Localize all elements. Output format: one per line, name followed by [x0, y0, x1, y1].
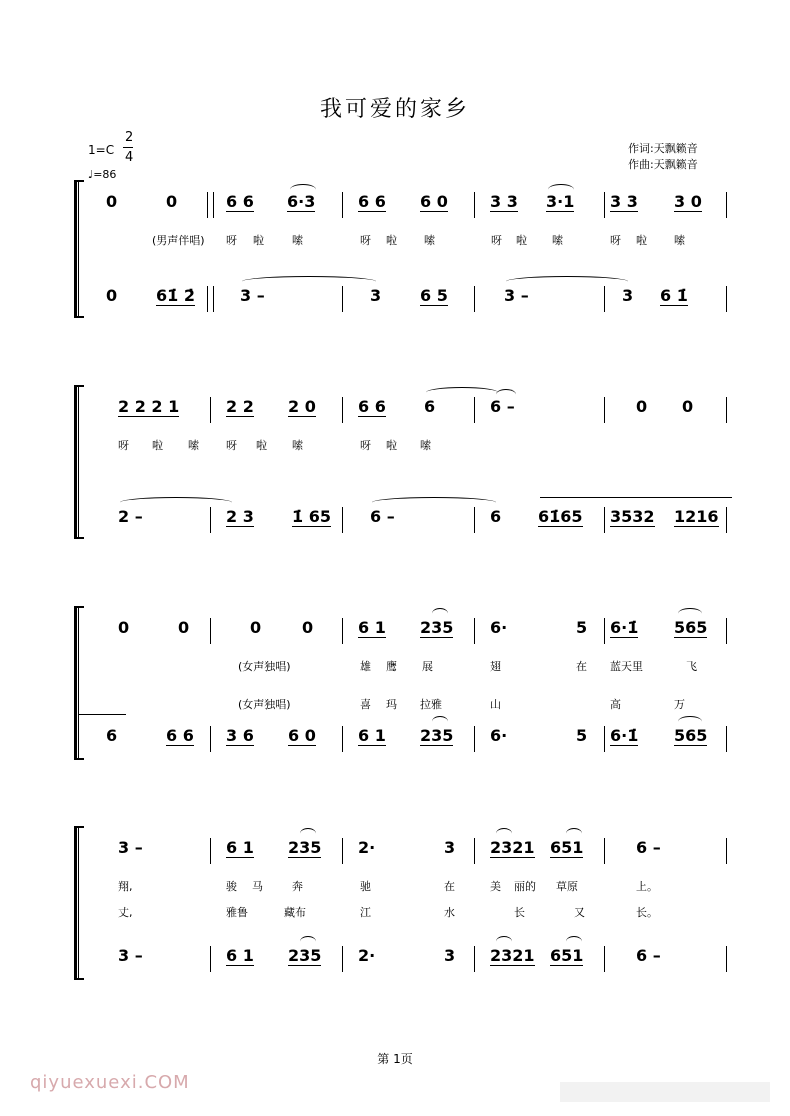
footer-shade	[560, 1082, 770, 1102]
note: 6 0	[288, 726, 316, 745]
note: 6 0	[420, 192, 448, 211]
note: 6·	[490, 618, 508, 637]
note: 0	[106, 192, 118, 211]
note: 0	[166, 192, 178, 211]
note: 651	[550, 946, 584, 965]
note: 6 1	[226, 838, 254, 857]
note: 2321	[490, 946, 535, 965]
composer-credit: 作曲:天飘籁音	[628, 158, 698, 171]
note: 5	[576, 618, 588, 637]
lyricist-credit: 作词:天飘籁音	[628, 142, 698, 155]
time-signature-top: 2	[125, 130, 134, 145]
time-signature-line	[123, 147, 133, 148]
note: 3 3	[610, 192, 638, 211]
system-2: 2 2 2 1 2 2 2 0 6 6 6 6 – 0 0 呀 啦 嗦 呀 啦 嗦 呀 啦 嗦 2 – 2 3 1̇ 65 6 – 6 61̇65 3532 1216	[70, 385, 732, 541]
note: 6 6	[358, 397, 386, 416]
note: 3 –	[118, 838, 143, 857]
watermark: qiyuexuexi.COM	[30, 1072, 190, 1093]
note: 6	[106, 726, 118, 745]
note: 0	[250, 618, 262, 637]
note: 3 3	[490, 192, 518, 211]
note: 3	[370, 286, 382, 305]
note: 2 2 2 1	[118, 397, 180, 416]
note: 6 –	[636, 946, 661, 965]
key-signature: 1=C	[88, 143, 115, 157]
note: 3 –	[240, 286, 265, 305]
note: 1̇ 65	[292, 507, 331, 526]
note: 565	[674, 618, 708, 637]
note: 6 6	[226, 192, 254, 211]
note: 6 –	[636, 838, 661, 857]
note: 2 3	[226, 507, 254, 526]
voice-2-staff	[70, 944, 732, 972]
repeat-start	[207, 286, 214, 312]
note: 3532	[610, 507, 655, 526]
note: 3 0	[674, 192, 702, 211]
note: 0	[178, 618, 190, 637]
repeat-start	[207, 192, 214, 218]
note: 6 6	[358, 192, 386, 211]
note: 0	[118, 618, 130, 637]
note: 6·1̇	[610, 726, 639, 745]
note: 3 –	[118, 946, 143, 965]
note: 61̇65	[538, 507, 583, 526]
note: 6·3	[287, 192, 316, 211]
note: 1216	[674, 507, 719, 526]
note: 3 6	[226, 726, 254, 745]
system-3: 0 0 0 0 6 1 235 6· 5 6·1̇ 565 (女声独唱) 雄 鹰 展 翅 在 蓝天里 飞 (女声独唱) 喜 玛 拉雅 山 高 万 6 6 6 3 6 6 0 6 1 235 6· 5 6·1̇ 565	[70, 606, 732, 762]
note: 6 1	[226, 946, 254, 965]
note: 0	[636, 397, 648, 416]
page-number: 第 1页	[377, 1052, 413, 1066]
score-title: 我可爱的家乡	[319, 97, 470, 122]
note: 6 1	[358, 726, 386, 745]
note: 2·	[358, 946, 376, 965]
note: 2 –	[118, 507, 143, 526]
note: 6 1	[358, 618, 386, 637]
note: 3	[444, 838, 456, 857]
note: 235	[420, 618, 454, 637]
voice-1-staff	[70, 190, 732, 218]
system-1: 0 0 6 6 6·3 6 6 6 0 3 3 3·1 3 3 3 0 (男声伴唱) 呀 啦 嗦 呀 啦 嗦 呀 啦 嗦 呀 啦 嗦 0 61̇ 2̇ 3 – 3 6 5 3 – 3 6 1̇	[70, 180, 732, 320]
note: 6 1̇	[660, 286, 688, 305]
tempo-mark: ♩=86	[88, 168, 117, 181]
note: 0	[106, 286, 118, 305]
note: 3	[622, 286, 634, 305]
note: 6	[490, 507, 502, 526]
note: 3	[444, 946, 456, 965]
note: 6	[424, 397, 436, 416]
note: 235	[288, 946, 322, 965]
voice-2-staff	[70, 724, 732, 752]
note: 6·1̇	[610, 618, 639, 637]
note: 235	[288, 838, 322, 857]
note: 2321	[490, 838, 535, 857]
voice-2-staff	[70, 505, 732, 533]
note: 0	[682, 397, 694, 416]
time-signature-bottom: 4	[125, 150, 134, 165]
note: 2 2	[226, 397, 254, 416]
note: 2·	[358, 838, 376, 857]
note: 235	[420, 726, 454, 745]
voice-1-staff	[70, 836, 732, 864]
voice-1-staff	[70, 616, 732, 644]
note: 6 6	[166, 726, 194, 745]
note: 6·	[490, 726, 508, 745]
note: 2 0	[288, 397, 316, 416]
system-4: 3 – 6 1 235 2· 3 2321 651 6 – 翔, 骏 马 奔 驰 在 美 丽的 草原 上。 丈, 雅鲁 藏布 江 水 长 又 长。 3 – 6 1 235 2· 3 2321 651 6 –	[70, 826, 732, 982]
voice-1-staff	[70, 395, 732, 423]
note: 6 5	[420, 286, 448, 305]
note: 6 –	[490, 397, 515, 416]
note: 3·1	[546, 192, 575, 211]
note: 565	[674, 726, 708, 745]
note: 651	[550, 838, 584, 857]
voice-2-staff	[70, 284, 732, 312]
note: 61̇ 2̇	[156, 286, 195, 305]
note: 5	[576, 726, 588, 745]
note: 6 –	[370, 507, 395, 526]
note: 0	[302, 618, 314, 637]
note: 3 –	[504, 286, 529, 305]
